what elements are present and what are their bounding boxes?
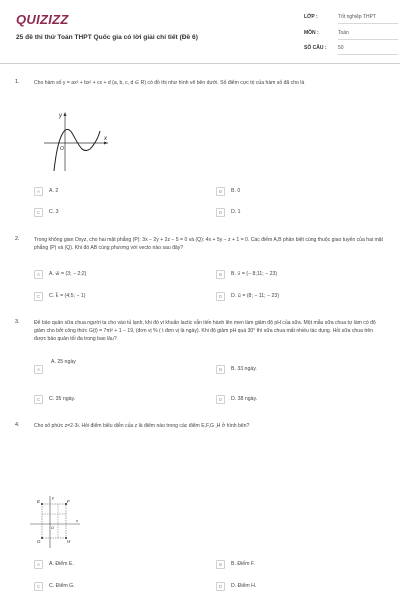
axis-y-label: y	[52, 495, 54, 500]
question-number: 1.	[15, 79, 20, 85]
option-letter-box: A	[34, 270, 43, 279]
question-text: Cho hàm số y = ax³ + bx² + cx + d (a, b, c, d ∈ R) có đồ thị như hình vẽ bên dưới. Số điểm cực trị của hàm số đã cho là	[34, 80, 305, 86]
page-header	[0, 0, 400, 64]
cubic-graph-figure	[42, 109, 112, 173]
option-text: C. 3	[49, 209, 59, 215]
option-letter-box: C	[34, 582, 43, 591]
graph-origin-label: O	[60, 146, 64, 152]
option-letter-box: A	[34, 365, 43, 374]
option-letter-box: C	[34, 395, 43, 404]
question-number: 3.	[15, 319, 20, 325]
option-text: D. u⃗ = (8; − 11; − 23)	[231, 293, 280, 299]
option-text: C. Điểm G.	[49, 583, 75, 589]
point-label-f: F	[67, 499, 70, 504]
graph-x-label: x	[104, 136, 107, 142]
meta-key: MÔN :	[304, 30, 319, 36]
option-text: B. v⃗ = (− 8;11; − 23)	[231, 271, 278, 277]
question-text: Để bảo quản sữa chua người ta cho vào tủ lạnh, khi đó vi khuẩn lactic vẫn tiến hành lên men làm giảm độ pH của sữa. Một mẫu sữa chua tự làm có độ giảm cho bởi công thức G(t) = 7πt² + 1 − 19, (đơn vị % ( t đơn vị là ngày). Khi độ giảm pH quá 30° thì sữa chua mất nhiều tác dụng. Hỏi sữa chua trên được bảo quản tối đa trong bao lâu?	[34, 320, 376, 342]
question-number: 4.	[15, 422, 20, 428]
meta-key: LỚP :	[304, 14, 318, 20]
option-letter-box: B	[216, 270, 225, 279]
option-letter-box: A	[34, 187, 43, 196]
option-letter-box: D	[216, 208, 225, 217]
question-text: Cho số phức z=2-3i. Hỏi điểm biểu diễn của z là điểm nào trong các điểm E,F,G ,H ở hình bên?	[34, 423, 250, 429]
meta-value: Tốt nghiệp THPT	[338, 14, 398, 24]
graph-y-label: y	[59, 113, 62, 119]
option-text: B. 0	[231, 188, 241, 194]
option-letter-box: B	[216, 187, 225, 196]
option-text: D. Điểm H.	[231, 583, 257, 589]
option-letter-box: C	[34, 208, 43, 217]
complex-plane-figure	[28, 494, 82, 550]
option-letter-box: D	[216, 395, 225, 404]
option-text: C. k⃗ = (4;5; − 1)	[49, 293, 86, 299]
point-label-e: E	[37, 499, 41, 504]
option-text: A. 25 ngày	[51, 359, 76, 365]
option-letter-box: D	[216, 292, 225, 301]
axis-origin-label: O	[51, 525, 55, 530]
meta-key: SỐ CÂU :	[304, 45, 327, 51]
point-label-g: G	[37, 539, 41, 544]
option-text: D. 1	[231, 209, 241, 215]
option-letter-box: B	[216, 560, 225, 569]
option-letter-box: A	[34, 560, 43, 569]
axis-x-label: x	[76, 518, 78, 523]
option-letter-box: B	[216, 365, 225, 374]
quizizz-logo: QUIZIZZ	[16, 12, 69, 27]
option-text: A. 2	[49, 188, 59, 194]
option-text: A. w⃗ = (3; − 2;2)	[49, 271, 87, 277]
document-title: 25 đề thi thử Toán THPT Quốc gia có lời giải chi tiết (Đề 6)	[16, 34, 198, 41]
option-letter-box: D	[216, 582, 225, 591]
option-text: B. 33 ngày.	[231, 366, 257, 372]
option-letter-box: C	[34, 292, 43, 301]
option-text: D. 38 ngày.	[231, 396, 258, 402]
option-text: B. Điểm F.	[231, 561, 255, 567]
meta-value: Toán	[338, 30, 398, 40]
option-text: A. Điểm E.	[49, 561, 74, 567]
question-number: 2.	[15, 236, 20, 242]
question-text: Trong không gian Oxyz, cho hai mặt phẳng (P): 3x − 2y + 2z − 5 = 0 và (Q): 4x + 5y − z + 1 = 0. Các điểm A,B phân biệt cùng thuộc giao tuyến của hai mặt phẳng (P) và (Q). Khi đó AB cùng phương với vecto nào sau đây?	[34, 237, 383, 251]
option-text: C. 35 ngày.	[49, 396, 76, 402]
meta-value: 50	[338, 45, 398, 55]
point-label-h: H	[67, 539, 71, 544]
